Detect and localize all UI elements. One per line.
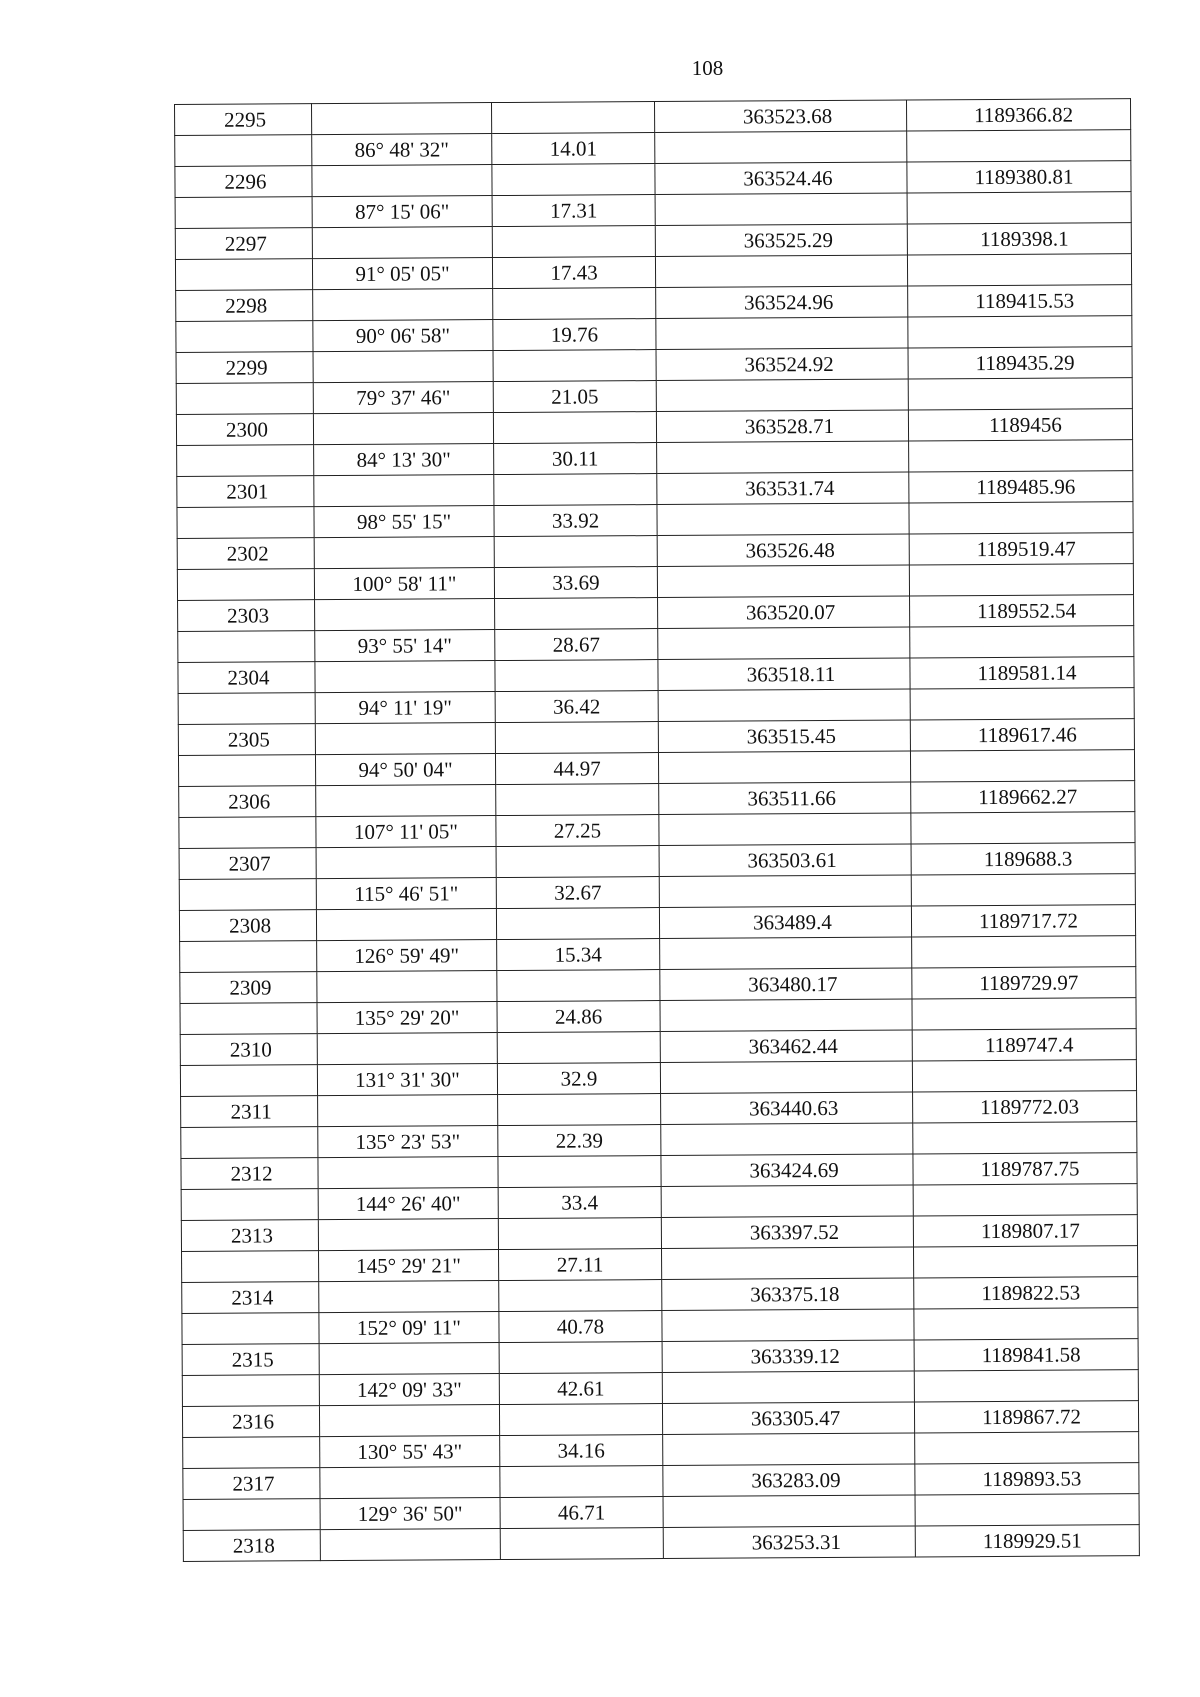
distance-cell: 32.67 <box>496 877 659 909</box>
distance-cell: 19.76 <box>493 319 656 351</box>
easting-cell: 1189688.3 <box>911 843 1135 875</box>
empty-cell <box>312 227 492 259</box>
distance-cell: 17.43 <box>492 257 655 289</box>
empty-cell <box>657 441 909 474</box>
empty-cell <box>183 1499 320 1531</box>
empty-cell <box>177 569 314 601</box>
easting-cell: 1189366.82 <box>906 99 1130 131</box>
empty-cell <box>912 936 1136 968</box>
empty-cell <box>499 1342 662 1374</box>
coordinates-table <box>174 98 1140 1562</box>
empty-cell <box>912 1060 1136 1092</box>
coordinates-table-body <box>175 99 1140 1562</box>
empty-cell <box>315 599 495 631</box>
distance-cell: 30.11 <box>494 443 657 475</box>
northing-cell: 363489.4 <box>659 906 911 939</box>
northing-cell: 363511.66 <box>659 782 911 815</box>
empty-cell <box>180 1065 317 1097</box>
northing-cell: 363524.46 <box>655 162 907 195</box>
empty-cell <box>176 383 313 415</box>
northing-cell: 363524.96 <box>656 286 908 319</box>
empty-cell <box>909 564 1133 596</box>
bearing-angle-cell: 91° 05' 05" <box>312 258 492 290</box>
empty-cell <box>657 565 909 598</box>
bearing-angle-cell: 100° 58' 11" <box>314 568 494 600</box>
point-row <box>175 223 1131 260</box>
bearing-angle-cell: 152° 09' 11" <box>319 1312 499 1344</box>
northing-cell: 363283.09 <box>663 1464 915 1497</box>
distance-cell: 40.78 <box>499 1311 662 1343</box>
empty-cell <box>181 1127 318 1159</box>
point-id-cell: 2308 <box>179 910 316 942</box>
empty-cell <box>314 475 494 507</box>
point-row <box>182 1339 1138 1376</box>
empty-cell <box>662 1309 914 1342</box>
point-row <box>176 347 1132 384</box>
point-row <box>177 533 1133 570</box>
northing-cell: 363503.61 <box>659 844 911 877</box>
northing-cell: 363525.29 <box>655 224 907 257</box>
empty-cell <box>910 750 1134 782</box>
bearing-angle-cell: 135° 29' 20" <box>317 1002 497 1034</box>
northing-cell: 363253.31 <box>663 1526 915 1559</box>
distance-cell: 33.69 <box>494 567 657 599</box>
distance-cell: 46.71 <box>500 1497 663 1529</box>
empty-cell <box>909 440 1133 472</box>
bearing-angle-cell: 142° 09' 33" <box>319 1374 499 1406</box>
point-row <box>181 1215 1137 1252</box>
distance-cell: 27.11 <box>499 1249 662 1281</box>
empty-cell <box>316 847 496 879</box>
point-row <box>175 161 1131 198</box>
empty-cell <box>659 875 911 908</box>
easting-cell: 1189519.47 <box>909 533 1133 565</box>
empty-cell <box>659 813 911 846</box>
point-id-cell: 2310 <box>180 1034 317 1066</box>
empty-cell <box>655 193 907 226</box>
empty-cell <box>493 350 656 382</box>
empty-cell <box>318 1219 498 1251</box>
easting-cell: 1189456 <box>908 409 1132 441</box>
distance-cell: 33.4 <box>498 1187 661 1219</box>
bearing-angle-cell: 93° 55' 14" <box>315 630 495 662</box>
easting-cell: 1189398.1 <box>907 223 1131 255</box>
empty-cell <box>313 351 493 383</box>
empty-cell <box>176 321 313 353</box>
empty-cell <box>177 445 314 477</box>
empty-cell <box>183 1437 320 1469</box>
empty-cell <box>909 502 1133 534</box>
point-row <box>175 99 1131 136</box>
empty-cell <box>496 784 659 816</box>
empty-cell <box>493 288 656 320</box>
empty-cell <box>178 755 315 787</box>
empty-cell <box>175 259 312 291</box>
empty-cell <box>499 1404 662 1436</box>
empty-cell <box>317 1033 497 1065</box>
bearing-angle-cell: 144° 26' 40" <box>318 1188 498 1220</box>
empty-cell <box>499 1280 662 1312</box>
bearing-angle-cell: 115° 46' 51" <box>316 878 496 910</box>
easting-cell: 1189729.97 <box>912 967 1136 999</box>
empty-cell <box>660 999 912 1032</box>
empty-cell <box>660 1061 912 1094</box>
easting-cell: 1189717.72 <box>911 905 1135 937</box>
distance-cell: 32.9 <box>497 1063 660 1095</box>
empty-cell <box>496 846 659 878</box>
empty-cell <box>658 689 910 722</box>
empty-cell <box>497 970 660 1002</box>
empty-cell <box>318 1095 498 1127</box>
northing-cell: 363528.71 <box>656 410 908 443</box>
point-id-cell: 2299 <box>176 352 313 384</box>
easting-cell: 1189485.96 <box>909 471 1133 503</box>
empty-cell <box>312 103 492 135</box>
easting-cell: 1189435.29 <box>908 347 1132 379</box>
easting-cell: 1189893.53 <box>915 1463 1139 1495</box>
distance-cell: 22.39 <box>498 1125 661 1157</box>
northing-cell: 363526.48 <box>657 534 909 567</box>
distance-cell: 15.34 <box>497 939 660 971</box>
bearing-angle-cell: 145° 29' 21" <box>319 1250 499 1282</box>
bearing-angle-cell: 79° 37' 46" <box>313 382 493 414</box>
easting-cell: 1189841.58 <box>914 1339 1138 1371</box>
point-row <box>182 1277 1138 1314</box>
empty-cell <box>913 1122 1137 1154</box>
point-id-cell: 2305 <box>178 724 315 756</box>
empty-cell <box>493 412 656 444</box>
distance-cell: 34.16 <box>500 1435 663 1467</box>
empty-cell <box>182 1313 319 1345</box>
northing-cell: 363531.74 <box>657 472 909 505</box>
point-row <box>183 1463 1139 1500</box>
northing-cell: 363424.69 <box>661 1154 913 1187</box>
empty-cell <box>319 1281 499 1313</box>
point-id-cell: 2311 <box>181 1096 318 1128</box>
empty-cell <box>313 413 493 445</box>
distance-cell: 24.86 <box>497 1001 660 1033</box>
empty-cell <box>910 688 1134 720</box>
easting-cell: 1189415.53 <box>908 285 1132 317</box>
point-id-cell: 2306 <box>179 786 316 818</box>
point-id-cell: 2302 <box>177 538 314 570</box>
point-row <box>178 595 1134 632</box>
empty-cell <box>914 1370 1138 1402</box>
distance-cell: 44.97 <box>495 753 658 785</box>
empty-cell <box>656 317 908 350</box>
empty-cell <box>655 131 907 164</box>
empty-cell <box>662 1247 914 1280</box>
point-row <box>178 719 1134 756</box>
empty-cell <box>663 1433 915 1466</box>
easting-cell: 1189747.4 <box>912 1029 1136 1061</box>
empty-cell <box>315 661 495 693</box>
empty-cell <box>907 192 1131 224</box>
point-id-cell: 2317 <box>183 1468 320 1500</box>
northing-cell: 363305.47 <box>662 1402 914 1435</box>
easting-cell: 1189822.53 <box>914 1277 1138 1309</box>
empty-cell <box>492 226 655 258</box>
empty-cell <box>658 751 910 784</box>
distance-cell: 36.42 <box>495 691 658 723</box>
northing-cell: 363515.45 <box>658 720 910 753</box>
empty-cell <box>662 1371 914 1404</box>
point-row <box>180 967 1136 1004</box>
point-row <box>176 285 1132 322</box>
point-row <box>177 471 1133 508</box>
point-id-cell: 2309 <box>180 972 317 1004</box>
northing-cell: 363339.12 <box>662 1340 914 1373</box>
bearing-angle-cell: 131° 31' 30" <box>317 1064 497 1096</box>
empty-cell <box>175 135 312 167</box>
empty-cell <box>319 1405 499 1437</box>
bearing-angle-cell: 86° 48' 32" <box>312 134 492 166</box>
empty-cell <box>316 909 496 941</box>
bearing-angle-cell: 126° 59' 49" <box>317 940 497 972</box>
distance-cell: 42.61 <box>499 1373 662 1405</box>
empty-cell <box>180 1003 317 1035</box>
empty-cell <box>317 971 497 1003</box>
empty-cell <box>500 1466 663 1498</box>
point-row <box>181 1091 1137 1128</box>
empty-cell <box>495 598 658 630</box>
empty-cell <box>179 817 316 849</box>
point-row <box>179 781 1135 818</box>
distance-cell: 21.05 <box>493 381 656 413</box>
distance-cell: 17.31 <box>492 195 655 227</box>
point-id-cell: 2314 <box>182 1282 319 1314</box>
point-row <box>180 1029 1136 1066</box>
empty-cell <box>318 1157 498 1189</box>
northing-cell: 363523.68 <box>654 100 906 133</box>
point-id-cell: 2304 <box>178 662 315 694</box>
empty-cell <box>500 1528 663 1560</box>
empty-cell <box>657 503 909 536</box>
northing-cell: 363524.92 <box>656 348 908 381</box>
point-id-cell: 2307 <box>179 848 316 880</box>
empty-cell <box>492 164 655 196</box>
empty-cell <box>656 379 908 412</box>
empty-cell <box>912 998 1136 1030</box>
empty-cell <box>313 289 493 321</box>
bearing-angle-cell: 94° 50' 04" <box>315 754 495 786</box>
northing-cell: 363440.63 <box>661 1092 913 1125</box>
empty-cell <box>178 631 315 663</box>
empty-cell <box>498 1156 661 1188</box>
point-row <box>176 409 1132 446</box>
easting-cell: 1189552.54 <box>910 595 1134 627</box>
point-id-cell: 2301 <box>177 476 314 508</box>
empty-cell <box>661 1123 913 1156</box>
empty-cell <box>314 537 494 569</box>
northing-cell: 363375.18 <box>662 1278 914 1311</box>
point-id-cell: 2298 <box>176 290 313 322</box>
empty-cell <box>655 255 907 288</box>
bearing-angle-cell: 98° 55' 15" <box>314 506 494 538</box>
empty-cell <box>319 1343 499 1375</box>
bearing-angle-cell: 130° 55' 43" <box>320 1436 500 1468</box>
empty-cell <box>312 165 492 197</box>
distance-cell: 33.92 <box>494 505 657 537</box>
bearing-angle-cell: 84° 13' 30" <box>314 444 494 476</box>
point-id-cell: 2295 <box>175 104 312 136</box>
page-number: 108 <box>691 56 724 80</box>
point-id-cell: 2318 <box>183 1530 320 1562</box>
empty-cell <box>494 536 657 568</box>
distance-cell: 27.25 <box>496 815 659 847</box>
empty-cell <box>320 1467 500 1499</box>
empty-cell <box>911 812 1135 844</box>
bearing-angle-cell: 90° 06' 58" <box>313 320 493 352</box>
empty-cell <box>175 197 312 229</box>
distance-cell: 14.01 <box>492 133 655 165</box>
empty-cell <box>495 722 658 754</box>
easting-cell: 1189807.17 <box>913 1215 1137 1247</box>
point-row <box>181 1153 1137 1190</box>
empty-cell <box>661 1185 913 1218</box>
bearing-angle-cell: 129° 36' 50" <box>320 1498 500 1530</box>
point-id-cell: 2313 <box>181 1220 318 1252</box>
easting-cell: 1189581.14 <box>910 657 1134 689</box>
point-id-cell: 2315 <box>182 1344 319 1376</box>
northing-cell: 363520.07 <box>658 596 910 629</box>
empty-cell <box>915 1432 1139 1464</box>
empty-cell <box>913 1184 1137 1216</box>
empty-cell <box>907 130 1131 162</box>
empty-cell <box>494 474 657 506</box>
northing-cell: 363462.44 <box>660 1030 912 1063</box>
bearing-angle-cell: 94° 11' 19" <box>315 692 495 724</box>
easting-cell: 1189867.72 <box>914 1401 1138 1433</box>
empty-cell <box>663 1495 915 1528</box>
point-id-cell: 2296 <box>175 166 312 198</box>
empty-cell <box>910 626 1134 658</box>
empty-cell <box>658 627 910 660</box>
empty-cell <box>913 1246 1137 1278</box>
point-id-cell: 2316 <box>182 1406 319 1438</box>
easting-cell: 1189772.03 <box>913 1091 1137 1123</box>
point-id-cell: 2312 <box>181 1158 318 1190</box>
empty-cell <box>182 1375 319 1407</box>
empty-cell <box>911 874 1135 906</box>
empty-cell <box>497 1032 660 1064</box>
point-row <box>183 1525 1139 1562</box>
empty-cell <box>908 378 1132 410</box>
point-id-cell: 2297 <box>175 228 312 260</box>
empty-cell <box>914 1308 1138 1340</box>
bearing-angle-cell: 107° 11' 05" <box>316 816 496 848</box>
empty-cell <box>498 1218 661 1250</box>
point-row <box>178 657 1134 694</box>
northing-cell: 363397.52 <box>661 1216 913 1249</box>
point-id-cell: 2300 <box>176 414 313 446</box>
empty-cell <box>660 937 912 970</box>
northing-cell: 363480.17 <box>660 968 912 1001</box>
bearing-angle-cell: 135° 23' 53" <box>318 1126 498 1158</box>
empty-cell <box>180 941 317 973</box>
empty-cell <box>177 507 314 539</box>
empty-cell <box>315 723 495 755</box>
empty-cell <box>907 254 1131 286</box>
distance-cell: 28.67 <box>495 629 658 661</box>
empty-cell <box>179 879 316 911</box>
empty-cell <box>491 102 654 134</box>
empty-cell <box>496 908 659 940</box>
empty-cell <box>498 1094 661 1126</box>
bearing-angle-cell: 87° 15' 06" <box>312 196 492 228</box>
empty-cell <box>178 693 315 725</box>
empty-cell <box>908 316 1132 348</box>
easting-cell: 1189929.51 <box>915 1525 1139 1557</box>
empty-cell <box>495 660 658 692</box>
northing-cell: 363518.11 <box>658 658 910 691</box>
easting-cell: 1189662.27 <box>911 781 1135 813</box>
point-id-cell: 2303 <box>178 600 315 632</box>
easting-cell: 1189787.75 <box>913 1153 1137 1185</box>
point-row <box>182 1401 1138 1438</box>
easting-cell: 1189380.81 <box>907 161 1131 193</box>
easting-cell: 1189617.46 <box>910 719 1134 751</box>
empty-cell <box>182 1251 319 1283</box>
point-row <box>179 905 1135 942</box>
empty-cell <box>181 1189 318 1221</box>
empty-cell <box>316 785 496 817</box>
empty-cell <box>320 1529 500 1561</box>
empty-cell <box>915 1494 1139 1526</box>
point-row <box>179 843 1135 880</box>
